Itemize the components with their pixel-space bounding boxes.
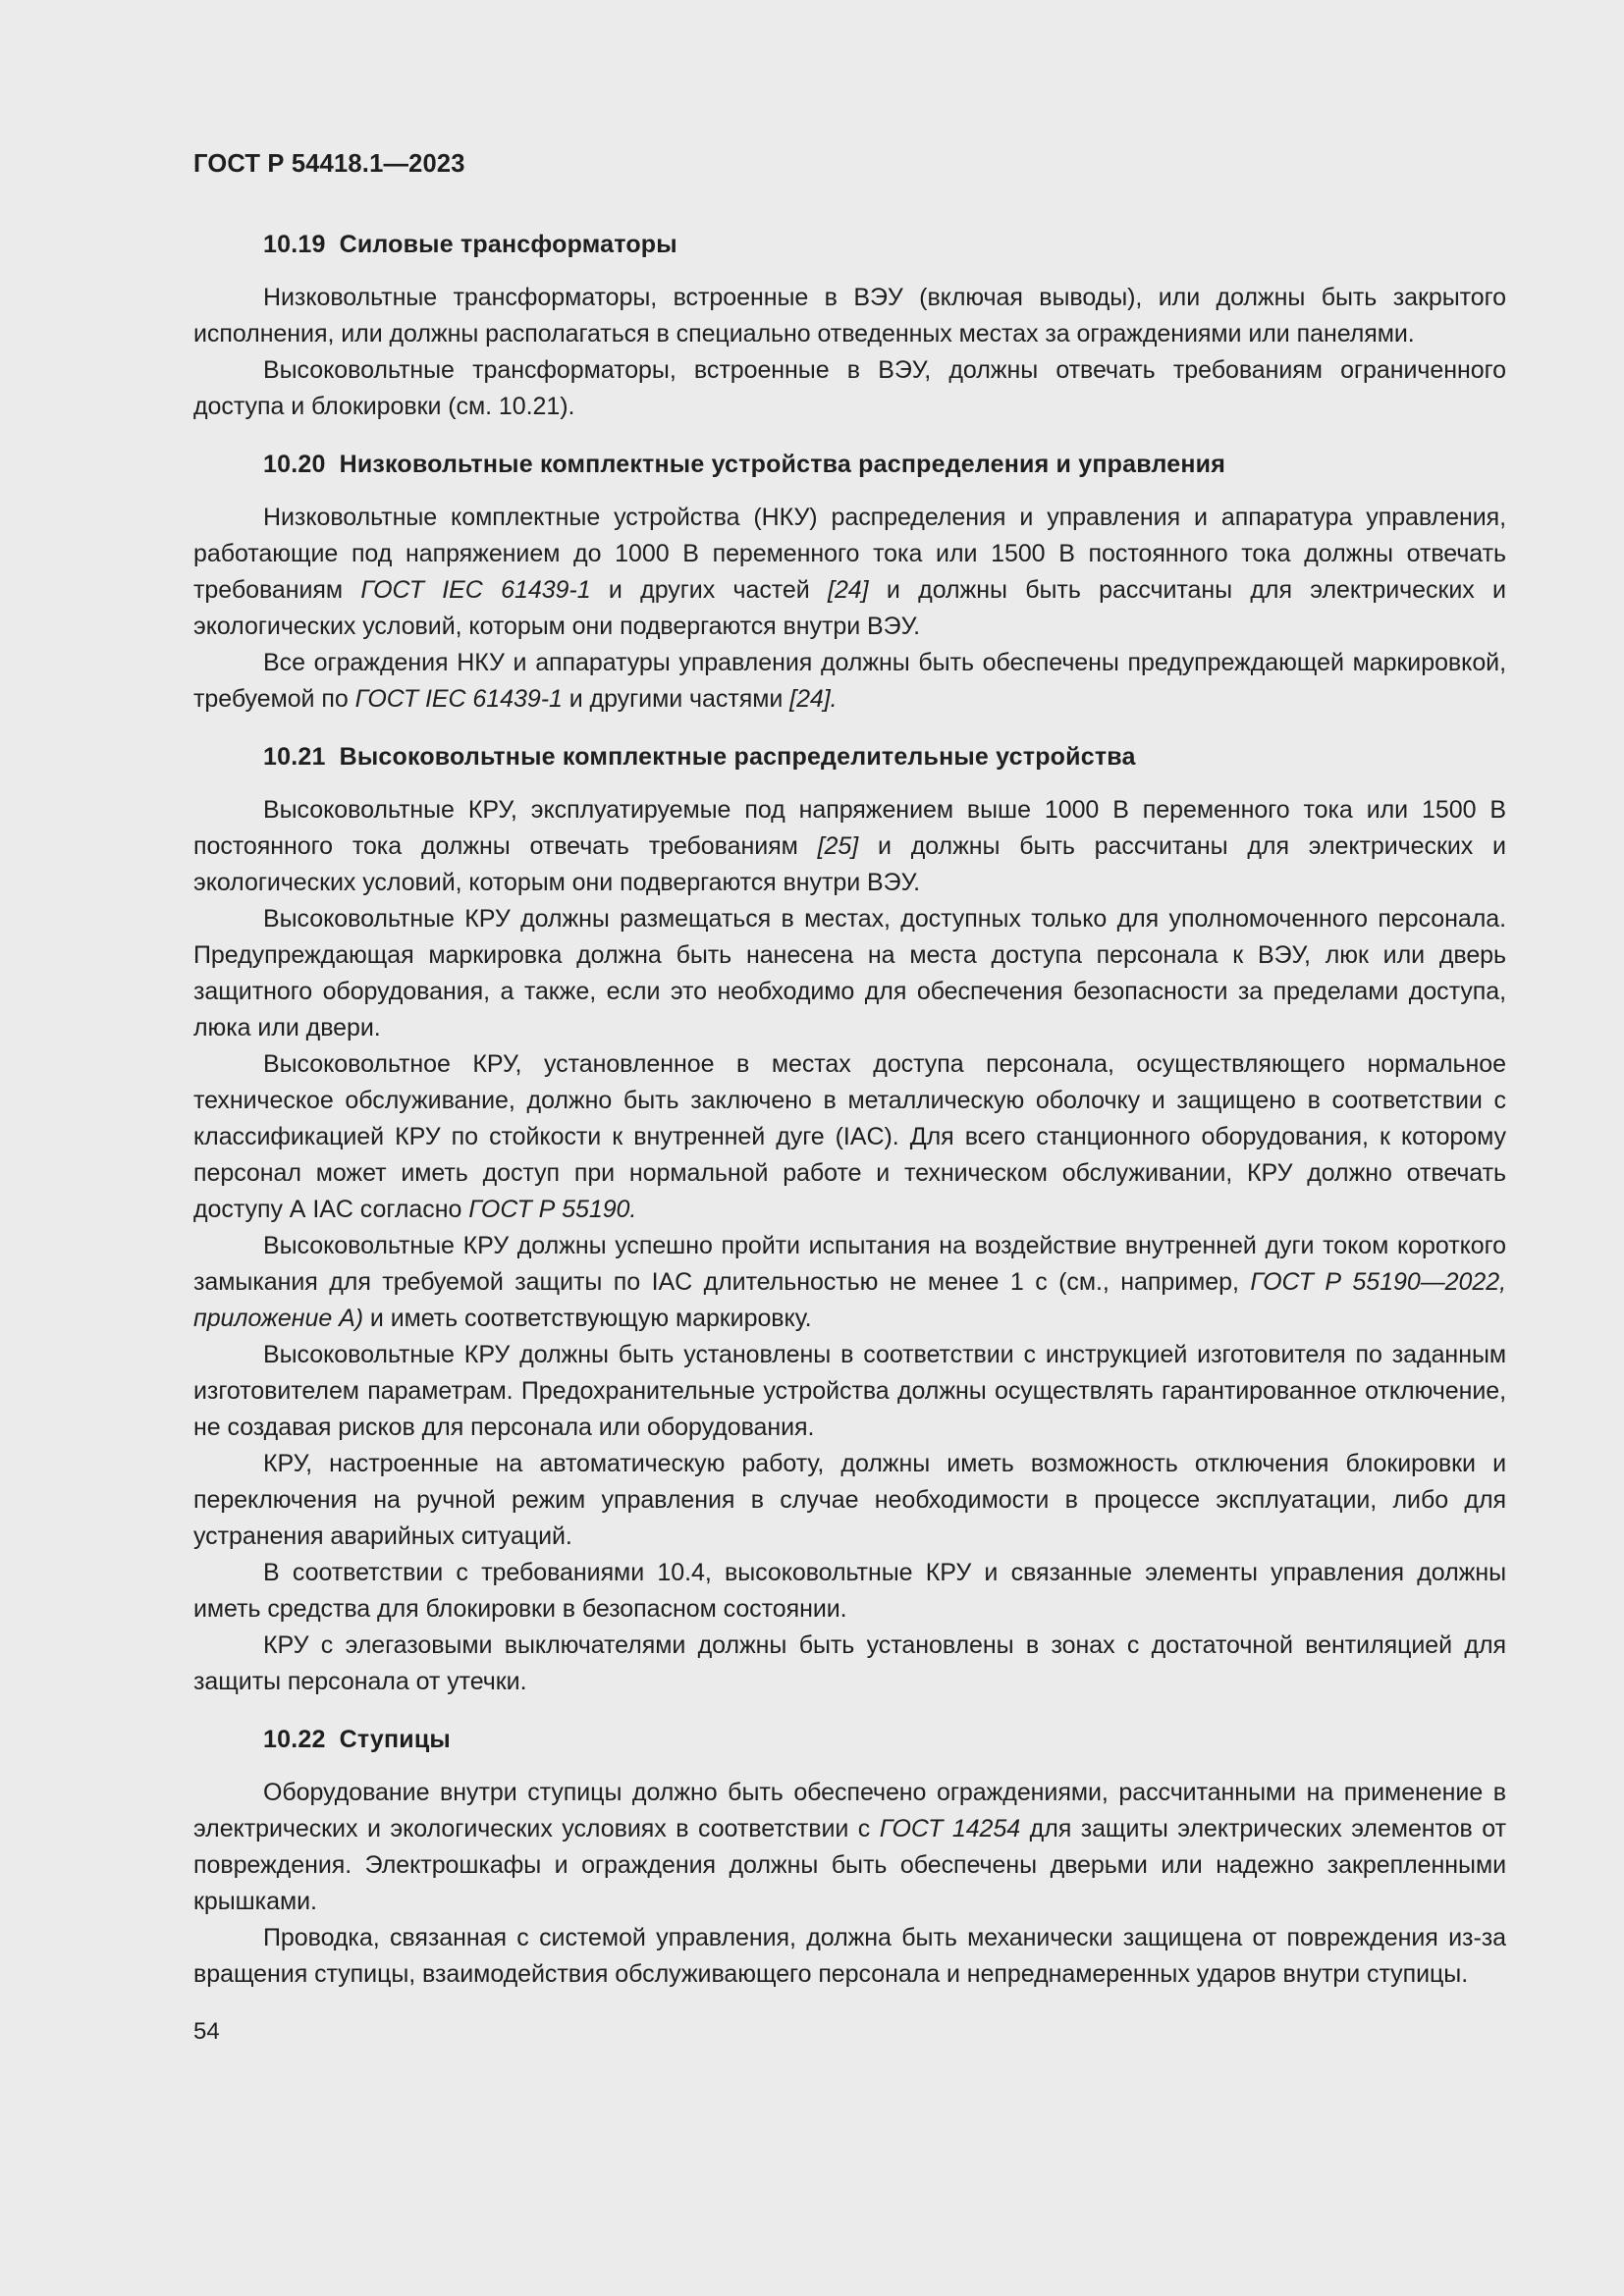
reference-text: ГОСТ IEC 61439-1: [360, 576, 591, 604]
paragraph-text: и других частей: [590, 576, 829, 604]
paragraph-text: для защиты электрических элементов от повреждения. Электрошкафы и ограждения должны быть обеспечены дверьми или надежно закрепленными крышками.: [193, 1815, 1506, 1915]
paragraph: [193, 645, 1506, 718]
paragraph-text: и должны быть рассчитаны для электрических и экологических условий, которым они подвергаются внутри ВЭУ.: [193, 576, 1506, 640]
paragraph: [193, 792, 1506, 901]
paragraph: [193, 352, 1506, 425]
paragraph-text: Оборудование внутри ступицы должно быть обеспечено ограждениями, рассчитанными на применение в электрических и экологических условиях в соответствии с: [193, 1779, 1506, 1842]
reference-text: [25]: [817, 832, 859, 860]
paragraph-text: и иметь соответствующую маркировку.: [362, 1305, 812, 1332]
paragraph-text: КРУ, настроенные на автоматическую работу, должны иметь возможность отключения блокировки и переключения на ручной режим управления в случае необходимости в процессе эксплуатации, либо для устранения аварийных ситуаций.: [193, 1450, 1506, 1550]
paragraph-text: и другими частями: [562, 685, 790, 713]
paragraph-text: и должны быть рассчитаны для электрических и экологических условий, которым они подвергаются внутри ВЭУ.: [193, 832, 1506, 896]
paragraph: [193, 1337, 1506, 1446]
paragraph: [193, 1046, 1506, 1228]
document-header: ГОСТ Р 54418.1—2023: [193, 150, 465, 178]
section-title: [193, 228, 1506, 261]
reference-text: [24].: [789, 685, 838, 713]
paragraph-text: Низковольтные комплектные устройства (НКУ) распределения и управления и аппаратура управления, работающие под напряжением до 1000 В переменного тока или 1500 В постоянного тока должны отвечать требованиям: [193, 504, 1506, 604]
section-10-22: [193, 1723, 1506, 1993]
paragraph: [193, 1446, 1506, 1555]
paragraph-text: КРУ с элегазовыми выключателями должны быть установлены в зонах с достаточной вентиляцией для защиты персонала от утечки.: [193, 1631, 1506, 1695]
section-title-text: Ступицы: [339, 1726, 451, 1753]
section-title-text: Высоковольтные комплектные распределительные устройства: [339, 743, 1136, 771]
paragraph: [193, 1555, 1506, 1628]
section-10-19: [193, 228, 1506, 425]
reference-text: ГОСТ Р 55190—2022, приложение А): [193, 1268, 1506, 1332]
section-title: [193, 448, 1506, 481]
paragraph-text: Проводка, связанная с системой управления, должна быть механически защищена от повреждения из-за вращения ступицы, взаимодействия обслуживающего персонала и непреднамеренных ударов внутри ступицы.: [193, 1924, 1506, 1988]
reference-text: [24]: [828, 576, 869, 604]
reference-text: ГОСТ Р 55190.: [468, 1196, 637, 1223]
paragraph-text: Высоковольтное КРУ, установленное в местах доступа персонала, осуществляющего нормальное техническое обслуживание, должно быть заключено в металлическую оболочку и защищено в соответствии с классификацией КРУ по стойкости к внутренней дуге (IAC). Для всего станционного оборудования, к которому персонал может иметь доступ при нормальной работе и техническом обслуживании, КРУ должно отвечать доступу А IAC согласно: [193, 1050, 1506, 1223]
paragraph: [193, 901, 1506, 1046]
section-title: [193, 740, 1506, 774]
reference-text: ГОСТ IEC 61439-1: [354, 685, 563, 713]
paragraph-text: Высоковольтные КРУ должны быть установлены в соответствии с инструкцией изготовителя по заданным изготовителем параметрам. Предохранительные устройства должны осуществлять гарантированное отключение, не создавая рисков для персонала или оборудования.: [193, 1341, 1506, 1441]
section-number: 10.21: [263, 743, 326, 771]
paragraph-text: Низковольтные трансформаторы, встроенные в ВЭУ (включая выводы), или должны быть закрытого исполнения, или должны располагаться в специально отведенных местах за ограждениями или панелями.: [193, 284, 1506, 347]
paragraph: [193, 1775, 1506, 1920]
reference-text: ГОСТ 14254: [879, 1815, 1021, 1842]
document-page: [193, 147, 1506, 2049]
paragraph: [193, 1628, 1506, 1700]
paragraph-text: Высоковольтные трансформаторы, встроенные в ВЭУ, должны отвечать требованиям ограниченного доступа и блокировки (см. 10.21).: [193, 356, 1506, 420]
section-title-text: Низковольтные комплектные устройства распределения и управления: [339, 451, 1225, 478]
paragraph-text: В соответствии с требованиями 10.4, высоковольтные КРУ и связанные элементы управления должны иметь средства для блокировки в безопасном состоянии.: [193, 1559, 1506, 1623]
paragraph: [193, 280, 1506, 352]
section-number: 10.22: [263, 1726, 326, 1753]
paragraph-text: Высоковольтные КРУ должны успешно пройти испытания на воздействие внутренней дуги током короткого замыкания для требуемой защиты по IAC длительностью не менее 1 с (см., например,: [193, 1232, 1506, 1296]
paragraph-text: Высоковольтные КРУ, эксплуатируемые под напряжением выше 1000 В переменного тока или 1500 В постоянного тока должны отвечать требованиям: [193, 796, 1506, 860]
paragraph: [193, 1920, 1506, 1993]
section-10-21: [193, 740, 1506, 1700]
section-title: [193, 1723, 1506, 1756]
paragraph-text: Все ограждения НКУ и аппаратуры управления должны быть обеспечены предупреждающей маркировкой, требуемой по: [193, 649, 1506, 713]
sections-container: [193, 228, 1506, 1993]
section-number: 10.19: [263, 231, 326, 258]
paragraph: [193, 500, 1506, 645]
section-10-20: [193, 448, 1506, 718]
page-number: 54: [193, 2018, 220, 2045]
paragraph-text: Высоковольтные КРУ должны размещаться в местах, доступных только для уполномоченного персонала. Предупреждающая маркировка должна быть нанесена на места доступа персонала к ВЭУ, люк или дверь защитного оборудования, а также, если это необходимо для обеспечения безопасности за пределами доступа, люка или двери.: [193, 905, 1506, 1041]
section-title-text: Силовые трансформаторы: [339, 231, 677, 258]
paragraph: [193, 1228, 1506, 1337]
section-number: 10.20: [263, 451, 326, 478]
